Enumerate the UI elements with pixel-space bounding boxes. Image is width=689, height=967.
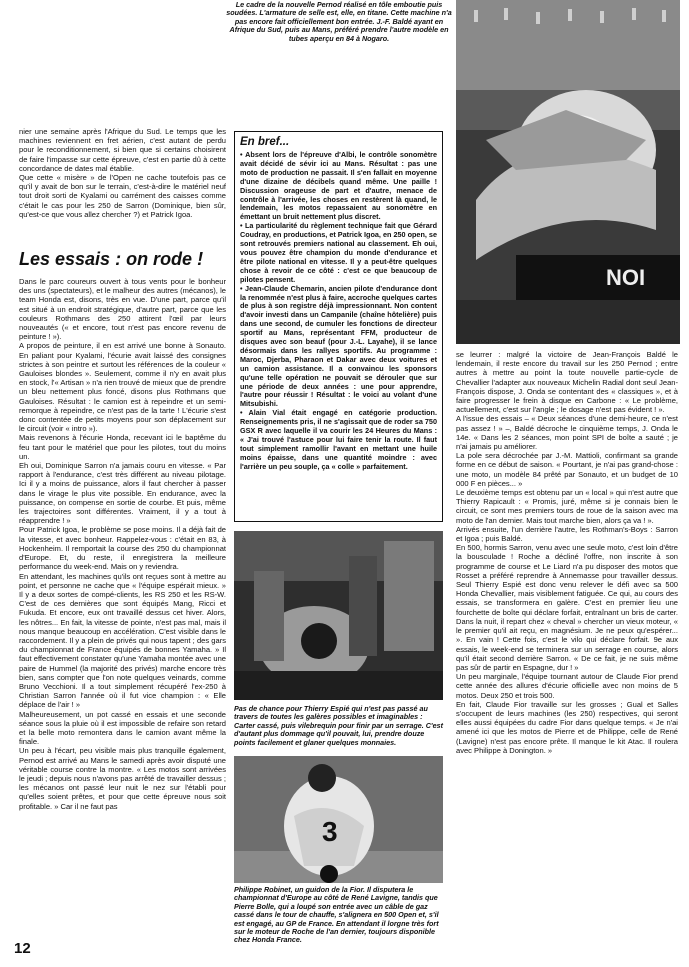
column-1-intro <box>19 127 226 219</box>
robinet-race-photo <box>234 756 443 883</box>
en-bref-box <box>234 131 443 522</box>
box-item: • La particularité du règlement technique fait que Gérard Coudray, en productions, et Patrick Igoa, en 250 open, se sont retrouvés premiers national au classement. Eh oui, vous pouvez être champion du monde d'endurance et être pilote national en vitesse. Il y a peut-être quelques chose à revoir de ce côté : c'est ce que beaucoup de pilotes pensent. <box>240 221 437 284</box>
paragraph: Dans le parc coureurs ouvert à tous vents pour le bonheur des uns (spectateurs), et le malheur des autres (mécanos), le team Honda est, disons, très en vue. D'une part, parce qu'il est situé à un endroit stratégique, d'autre part, parce que les couleurs Rothmans des 250 attirent l'œil par leurs nouveautés (« et encore, tout n'est pas encore revenu de peinture ! »). <box>19 277 226 342</box>
fairing-text: NOI <box>606 265 646 290</box>
paragraph: Arrivés ensuite, l'un derrière l'autre, les Rothman's-Boys : Sarron et Igoa ; puis Baldé. <box>456 524 678 544</box>
espie-pit-illustration <box>234 531 443 700</box>
race-number: 3 <box>322 816 338 847</box>
paragraph: Eh oui, Dominique Sarron n'a jamais couru en vitesse. « Par rapport à l'endurance, c'est très différent au niveau pilotage. Ici il y a moins de puissance, alors il faut chercher à passer dans le virage le plus vite possible. En endurance, avec la puissance, on compense en sortie de courbe. Et puis, même les trajectoires sont différentes. Vraiment, il y a tout à réapprendre ! » <box>19 461 226 526</box>
paragraph: Pour Patrick Igoa, le problème se pose moins. Il a déjà fait de la vitesse, et avec bonheur. Rappelez-vous : c'était en 83, à Hockenheim. Il remportait la course des 250 du championnat d'Europe. Et, du reste, il enregistrera la meilleure performance du week-end. Mais on y reviendra. <box>19 525 226 572</box>
intro-paragraph-1: nier une semaine après l'Afrique du Sud. Le temps que les machines reviennent en fret aérien, c'est autant de perdu pour le reconditionnement, si bien que si certains choisirent de faire l'impasse sur cette épreuve, c'est en partie dû à cette concordance de dates mal établie. <box>19 127 226 173</box>
paragraph: A l'issue des essais – « Deux séances d'une demi-heure, ce n'est pas assez ! » –, Baldé décroche le cinquième temps, J. Onda le 14e. « Dans les 2 séances, mon point SPI de boîte a sauté ; je n'ai jamais pu améliorer. <box>456 414 678 452</box>
paragraph: Le deuxième temps est obtenu par un « local » qui n'est autre que Thierry Rapicault : « Promis, juré, même si je connais bien le circuit, ce sont mes premiers tours de roue de la saison avec ma moto de l'an dernier. Mais tout marche bien, alors ça va ! ». <box>456 488 678 525</box>
paragraph: En fait, Claude Fior travaille sur les grosses ; Gual et Salles s'occupent de leurs machines (les 250) respectives, qui seront elles aussi équipées du cadre Fior dans quelque temps. « Je n'ai amené ici que les motos de Pierre et de Philippe, celle de René (Lavigne) n'est pas encore prête. Il manque le kit Atac. Il roulera avec Philippe à Donington. » <box>456 699 678 755</box>
top-photo-caption: Le cadre de la nouvelle Pernod réalisé en tôle emboutie puis soudées. L'armature de selle est, elle, en titane. Cette machine n'a pas encore fait officiellement bon entrée. J.-F. Baldé ayant en Afrique du Sud, puis au Mans, préféré prendre l'autre modèle en tubes aperçu en 84 à Nogaro. <box>226 0 452 43</box>
page-number: 12 <box>14 940 31 957</box>
section-heading: Les essais : on rode ! <box>19 249 204 269</box>
column-3-body <box>456 350 678 755</box>
box-text <box>240 151 437 472</box>
paragraph: En 500, hormis Sarron, venu avec une seule moto, c'est loin d'être la bousculade ! Roche a décliné l'offre, non inscrite à son programme de course et Le Liard n'a pu disposer des motos que Rosset a préféré reprendre à Annemasse pour travailler dessus. Seul Thierry Espié est donc venu relever le défi avec sa 500 Honda Chevallier, mais visiblement fatiguée. Ce qui, au cours des essais, se transformera en galère. C'est en premier lieu une fourchette de boîte qui déclare forfait, entraînant un bris de carter. Dans la nuit, il repart chez « cheval » chercher un vieux moteur, « le premier qu'il ait reçu, en magnésium. Je ne peux qu'espérer... ». En vain ! Cette fois, c'est le vilo qui déclare forfait. 9e aux essais, le week-end se terminera sur un serrage en course, alors qu'il était second derrière Sarron. « De ce fait, je ne suis même pas sûr de partir en Espagne, dur ! » <box>456 543 678 672</box>
middle-photo-caption: Pas de chance pour Thierry Espié qui n'est pas passé au travers de toutes les galères possibles et imaginables : Carter cassé, puis vilebrequin pour finir par un serrage. C'est d'autant plus dommage qu'il pouvait, lui, prendre douze points facilement et glaner quelques monnaies. <box>234 704 444 747</box>
paragraph: Mais revenons à l'écurie Honda, recevant ici le baptême du feu tant pour le matériel que pour les pilotes, tout du moins un. <box>19 433 226 461</box>
intro-paragraph-2: Que cette « misère » de l'Open ne cache toutefois pas ce qu'il y avait de bon sur le terrain, c'est-à-dire le matériel neuf tout droit sorti de Kyalami ou carrément des caisses comme c'était le cas pour les 250 de Sarron (Dominique, bien sûr, qu'est-ce que vous allez chercher ?) et Patrick Igoa. <box>19 173 226 219</box>
paragraph: Un peu marginale, l'équipe tournant autour de Claude Fior prend cette année des allures d'écurie officielle avec non moins de 5 motos. Deux 250 et trois 500. <box>456 672 678 700</box>
paragraph: En attendant, les machines qu'ils ont reçues sont à mettre au point, et personne ne cache que « l'équipe espérait mieux. » Il y a deux sortes de compé-clients, les RS 250 et les RS-W. C'est de ces dernières que sont équipés Mang, Ricci et Fukuda. Et encore, eux ont travaillé dessus cet hiver. Alors, les nôtres... En fait, la vitesse de pointe, n'est pas mal, mais il nous manque beaucoup en accélération. C'est visible dans le raccordement. Il y a plein de privés qui nous tapent ; des gars du championnat de France équipés de bonnes Yamaha. » Il faut effectivement constater qu'une Yamaha montée avec une paire de Hummel (la majorité des privés) marche encore très bien, sans compter que l'on note quelques veinards, comme Bruno Vecchioni. Il a tout simplement récupéré l'ex-250 à Christian Sarron l'année où il fut vice champion : « Elle déplace de l'air ! » <box>19 571 226 710</box>
box-item: • Alain Vial était engagé en catégorie production. Renseignements pris, il ne s'agissait que de roder sa 750 GSX R avec laquelle il va courir les 24 Heures du Mans : « J'ai trouvé l'astuce pour lui faire tenir la route. Il faut tout simplement ramollir l'avant en mettant une huile moins épaisse, dans une quantité moindre : avec l'arrière un peu souple, ça « colle » parfaitement. <box>240 408 437 471</box>
paragraph: Un peu à l'écart, peu visible mais plus tranquille également, Pernod est arrivé au Mans le samedi après avoir disputé une véritable course contre la montre. « Les motos sont arrivées le jeudi ; depuis nous n'avons pas arrêté de travailler dessus ; les mécanos ont passé leur nuit le nez sur l'établi pour qu'elles soient prêtes, et pour que cette épreuve nous soit profitable. » Car il ne faut pas <box>19 746 226 811</box>
paragraph: se leurrer : malgré la victoire de Jean-François Baldé le lendemain, il reste encore du travail sur les 250 Pernod ; entre autres à mettre au point la toute nouvelle partie-cycle de Chevallier l'adapter aux nouveaux Michelin Radial dont seul Jean-François dispose, J. Onda se contentant des « classiques », et à faire progresser le frein à disque en Carbone : « Le problème, actuellement, c'est sur l'angle ; le dosage n'est pas évident ! ». <box>456 350 678 415</box>
box-item: • Absent lors de l'épreuve d'Albi, le contrôle sonomètre avait décidé de sévir ici au Mans. Résultat : pas une moto de production ne passait. Il s'en fallait en moyenne d'une dizaine de décibels quand même. Une paille ! Discussion orageuse de part et d'autre, menace de contrôle à l'arrivée, les choses en restèrent là quand, le lendemain, les motos repassaient au sonomètre en émettant un bruit nettement plus discret. <box>240 150 437 222</box>
pernod-frame-photo <box>456 0 680 344</box>
paragraph: A propos de peinture, il en est arrivé une bonne à Sonauto. En paliant pour Kyalami, l'écurie avait laissé des consignes strictes à son peintre et surtout les références de la couleur « Gauloises blondes ». Seulement, comme il n'y en avait plus en stock, l'« Artisan » n'a rien trouvé de mieux que de prendre un bleu nettement plus foncé, disons plus Rothmans que Gauloises. Résultat : le camion est à repeindre et un semi-remorque à repeindre, ce n'est pas de la tarte ! L'écurie s'est donc contentée de petits moyens pour son déplacement sur le circuit (voir « intro »). <box>19 341 226 434</box>
pernod-frame-illustration <box>456 0 680 344</box>
column-1-body <box>19 277 226 811</box>
paragraph: Malheureusement, un pot cassé en essais et une seconde séance sous la pluie où il est impossible de refaire son retard et la belle moto remontera dans le camion avant même la finale. <box>19 709 226 747</box>
bottom-photo-caption: Philippe Robinet, un guidon de la Fior. Il disputera le championnat d'Europe au côté de René Lavigne, tandis que Pierre Bolle, qui a loupé son entrée avec un câble de gaz cassé dans le tour de chauffe, s'alignera en 500 Open et, s'il est engagé, au GP de France. En attendant il lorgne très fort sur le moteur de Roche de l'an dernier, toujours disponible chez Honda France. <box>234 885 439 945</box>
robinet-race-illustration <box>234 756 443 883</box>
espie-pit-photo <box>234 531 443 700</box>
paragraph: La pole sera décrochée par J.-M. Mattioli, confirmant sa grande forme en ce début de saison. « Pourtant, je n'ai pas grand-chose : une moto, un modèle 84 prêté par Sonauto, et un budget de 10 000 F en pièces... » <box>456 451 678 488</box>
box-item: • Jean-Claude Chemarin, ancien pilote d'endurance dont la renommée n'est plus à faire, accroche quelques cartes de plus à son registre déjà impressionnant. Non content d'avoir investi dans un Campanile (chaîne hôtelière) puis dans une second, de cumuler les fonctions de directeur sportif au Mans, représentant FFM, producteur de disques avec son beauf (pour J.-L. Layahe), il se lance désormais dans les rallyes sportifs. Au programme : Maroc, Djerba, Pharaon et Dakar avec deux voitures et un camion assistance. Il a convaincu les sponsors qu'une telle opération ne pouvait se dérouler que sur une période de deux années : une pour apprendre, l'autre pour réussir ! Résultat : le voici au volant d'une Mitsubishi. <box>240 283 437 409</box>
box-title: En bref... <box>240 136 290 148</box>
